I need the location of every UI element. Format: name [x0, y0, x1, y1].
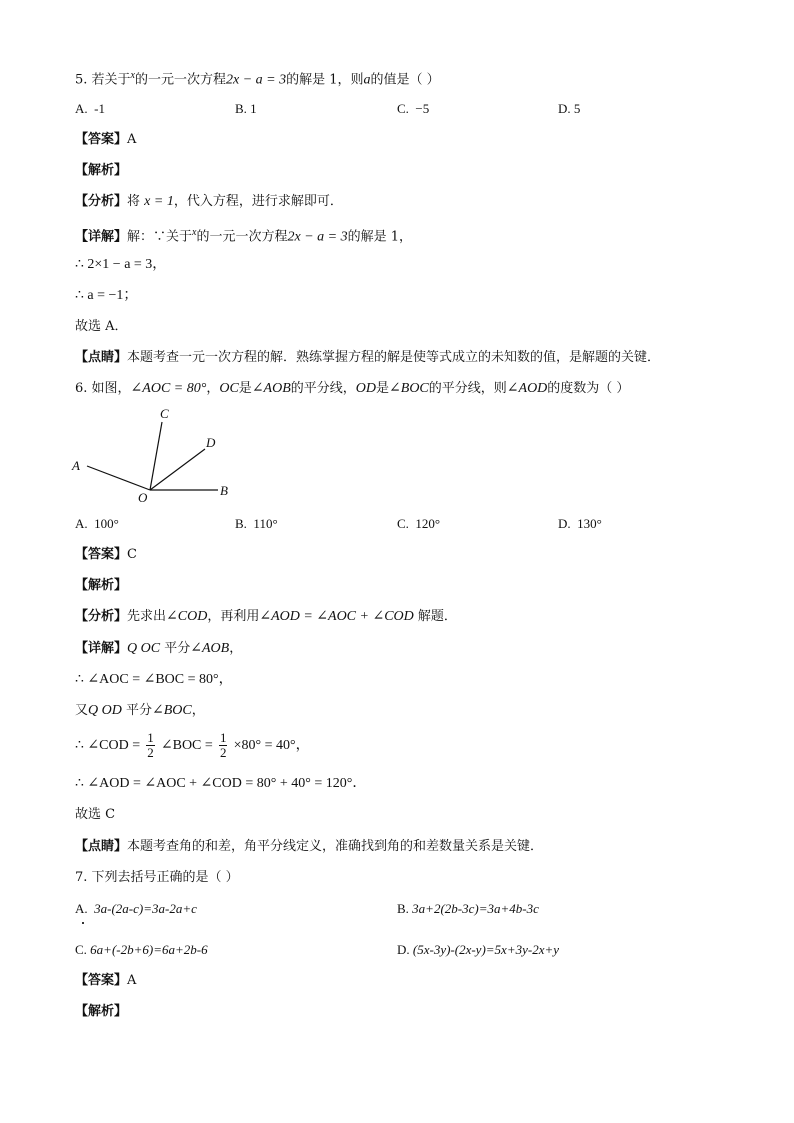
point-label-a: A: [72, 458, 80, 473]
q5-fenxi: 【分析】将 x = 1，代入方程，进行求解即可．: [75, 194, 343, 209]
answer-value: A: [127, 973, 137, 988]
point-label-b: B: [220, 483, 228, 498]
q5-option-d: D. 5: [558, 101, 581, 116]
point-label-o: O: [138, 490, 148, 505]
q5-var-x: x: [130, 70, 135, 81]
point-label-d: D: [206, 435, 216, 450]
answer-value: A: [127, 132, 137, 147]
q6-conclusion: 故选 C: [75, 807, 116, 822]
xiangjie-label: 【详解】: [75, 641, 128, 656]
q5-answer: [75, 131, 136, 149]
decorative-dot: [82, 922, 84, 924]
q5-equation: 2x − a = 3: [226, 72, 287, 88]
q5-option-c: C. −5: [397, 101, 430, 116]
q6-step-3: ∴ ∠COD = $\frac{1}{2}$ ∠BOC = $\frac{1}{2}$ ×80° = 40°，: [75, 730, 310, 760]
fenxi-label: 【分析】: [75, 609, 128, 624]
analysis-label: 【解析】: [75, 578, 128, 593]
analysis-label: 【解析】: [75, 1004, 128, 1019]
q6-analysis-heading: [75, 577, 127, 595]
q5-step-1: ∴ 2×1 − a = 3，: [75, 257, 167, 272]
answer-label: 【答案】: [75, 132, 128, 147]
fraction-half-2: $\frac{1}{2}$: [219, 730, 227, 760]
q5-var-a: a: [363, 72, 371, 88]
answer-label: 【答案】: [75, 547, 128, 562]
fenxi-label: 【分析】: [75, 194, 128, 209]
q6-fenxi: 【分析】先求出∠COD，再利用∠AOD = ∠AOC + ∠COD 解题．: [75, 609, 457, 624]
q5-analysis-heading: [75, 162, 127, 180]
q5-stem: [75, 67, 440, 89]
q7-option-b: B. 3a+2(2b-3c)=3a+4b-3c: [397, 901, 539, 916]
dianjing-label: 【点睛】: [75, 839, 128, 854]
q6-option-d: D. 130°: [558, 516, 602, 531]
q5-xiangjie: 【详解】解：∵关于$^x$的一元一次方程2x − a = 3的解是 1，: [75, 227, 413, 245]
q6-stem: 6. 如图，∠AOC = 80°，OC是∠AOB的平分线，OD是∠BOC的平分线，则∠AOD的度数为（ ）: [75, 381, 630, 396]
q7-answer: [75, 972, 136, 990]
q5-stem-suffix: 的值是（ ）: [370, 72, 440, 88]
q6-step-1: ∴ ∠AOC = ∠BOC = 80°，: [75, 672, 233, 687]
q7-option-d: D. (5x-3y)-(2x-y)=5x+3y-2x+y: [397, 942, 560, 957]
q5-option-b: B. 1: [235, 101, 257, 116]
q6-option-c: C. 120°: [397, 516, 441, 531]
q5-conclusion: 故选 A．: [75, 319, 128, 334]
q7-option-c: C. 6a+(-2b+6)=6a+2b-6: [75, 942, 208, 957]
q5-stem-text: 5. 若关于: [75, 72, 131, 88]
q6-step-4: ∴ ∠AOD = ∠AOC + ∠COD = 80° + 40° = 120°．: [75, 776, 367, 791]
answer-value: C: [127, 547, 137, 562]
analysis-label: 【解析】: [75, 163, 128, 178]
q6-option-b: B. 110°: [235, 516, 278, 531]
q7-option-a: A. 3a-(2a-c)=3a-2a+c: [75, 901, 197, 916]
q6-option-a: A. 100°: [75, 516, 119, 531]
xiangjie-label: 【详解】: [75, 229, 128, 245]
q5-step-2: ∴ a = −1；: [75, 288, 138, 303]
q5-dianjing: 【点睛】本题考查一元一次方程的解．熟练掌握方程的解是使等式成立的未知数的值，是解题的关键．: [75, 350, 661, 365]
q5-option-a: A. -1: [75, 101, 105, 116]
q7-analysis-heading: [75, 1003, 127, 1021]
q5-stem-text-3: 的解是 1，则: [286, 72, 364, 88]
q6-xiangjie: 【详解】Q OC 平分∠AOB，: [75, 641, 243, 656]
angle-figure: [60, 400, 260, 510]
q6-dianjing: 【点睛】本题考查角的和差，角平分线定义，准确找到角的和差数量关系是关键．: [75, 839, 544, 854]
answer-label: 【答案】: [75, 973, 128, 988]
q6-step-2: 又Q OD 平分∠BOC，: [75, 703, 205, 718]
ray-oa: [87, 466, 150, 490]
q7-stem: 7. 下列去括号正确的是（ ）: [75, 870, 239, 885]
dianjing-label: 【点睛】: [75, 350, 128, 365]
fraction-half-1: $\frac{1}{2}$: [147, 730, 154, 760]
point-label-c: C: [160, 406, 169, 421]
ray-od: [150, 449, 205, 490]
q5-stem-text-2: 的一元一次方程: [135, 72, 227, 88]
ray-oc: [150, 422, 162, 490]
q6-answer: [75, 546, 137, 564]
